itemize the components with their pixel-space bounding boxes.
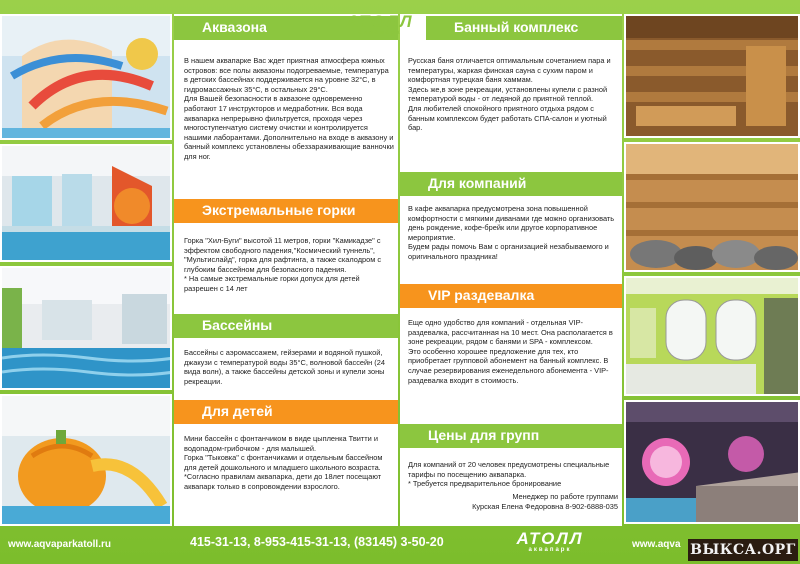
groups-text: Для компаний от 20 человек предусмотрены специальные тарифы по посещению аквапарка. * Требуется предварительное бронирование xyxy=(408,460,610,489)
watermark-badge: ВЫКСА.ОРГ xyxy=(688,539,798,561)
pools-text: Бассейны с аэромассажем, гейзерами и водяной пушкой, джакузи с температурой воды 35°С, волновой бассейн (24 вида волн), а также бассейны детской зоны и купели зоны рекреации. xyxy=(184,348,385,386)
russian-bath-photo xyxy=(624,14,800,138)
atoll-logo-bottom xyxy=(500,531,600,554)
content-column-left xyxy=(174,14,398,526)
wave-pool-photo xyxy=(0,266,172,390)
website-url-left[interactable]: www.aqvaparkatoll.ru xyxy=(8,539,111,550)
website-url-right[interactable]: www.aqva xyxy=(632,539,681,550)
bath-heading: Банный комплекс xyxy=(426,16,622,40)
manager-contact: Менеджер по работе группами Курская Елена Федоровна 8-902-6888-035 xyxy=(472,492,618,511)
aquazone-text: В нашем аквапарке Вас ждет приятная атмосфера южных островов: все полы аквазоны подогреваемые, температура в детских бассейнах поддерживается на уровне 32°С, в гидромассажных 35°С, в остальных 29°С. Для Вашей безопасности в аквазоне одновременно работают 17 инструкторов и медработник. Вся вода аквапарка непрерывно фильтруется, проходя через многоступенчатую систему очистки и контролируется нашими лаборантами. Дополнительно на входе в аквазону и банный комплекс установлены обеззараживающие ванночки для ног. xyxy=(184,56,394,161)
kids-text: Мини бассейн с фонтанчиком в виде цыпленка Твитти и водопадом-грибочком - для малышей. Горка "Тыковка" с фонтанчиками и отдельным бассейном для детей дошкольного и младшего школьного возраста. *Согласно правилам аквапарка, дети до 18лет посещают аквапарк только в сопровождении взрослого. xyxy=(184,434,383,491)
groups-heading: Цены для групп xyxy=(400,424,622,448)
bath-text: Русская баня отличается оптимальным сочетанием пара и температуры, жаркая финская сауна с сухим паром и комфортная турецкая баня хаммам. Здесь же,в зоне рекреации, установлены купели с разной температурой воды - от ледяной до приятной теплой. Для любителей спокойного приятного отдыха рядом с банным комплексом будет работать СПА-салон и уютный бар. xyxy=(408,56,611,133)
logo-sub-bottom: аквапарк xyxy=(528,547,572,553)
aquazone-heading: Аквазона xyxy=(174,16,398,40)
indoor-pool-photo xyxy=(0,144,172,262)
slides-text: Горка "Хил-Буги" высотой 11 метров, горки "Камикадзе" с эффектом свободного падения,"Космический туннель", "Мультислайд", горка для рафтинга, а также скалодром с глубоким бассейном для безопасного падения. * На самые экстремальные горки допуск для детей разрешен с 14 лет xyxy=(184,236,382,293)
vip-heading: VIP раздевалка xyxy=(400,284,622,308)
companies-heading: Для компаний xyxy=(400,172,622,196)
left-photo-column xyxy=(0,14,172,526)
vip-text: Еще одно удобство для компаний - отдельная VIP-раздевалка, рассчитанная на 10 мест. Она располагается в зоне рекреации, рядом с банями и SPA - комплексом. Это особенно хорошее предложение для тех, кто приобретает групповой абонемент на банный комплекс. В случае резервирования еженедельного абонемента - VIP-раздевалка входит в стоимость. xyxy=(408,318,613,385)
kids-heading: Для детей xyxy=(174,400,398,424)
slides-heading: Экстремальные горки xyxy=(174,199,398,223)
logo-word: АТОЛЛ xyxy=(346,12,414,31)
pools-heading: Бассейны xyxy=(174,314,398,338)
waterpark-slides-photo xyxy=(0,14,172,140)
logo-word-bottom: АТОЛЛ xyxy=(516,529,584,548)
companies-text: В кафе аквапарка предусмотрена зона повышенной комфортности с мягкими диванами где можно организовать день рождение, кофе-брейк или другое корпоративное мероприятие. Будем рады помочь Вам с организацией незабываемого и оригинального праздника! xyxy=(408,204,615,261)
spa-lounge-photo xyxy=(624,400,800,524)
content-column-right xyxy=(400,14,622,526)
right-photo-column xyxy=(624,14,800,524)
kids-pumpkin-slide-photo xyxy=(0,394,172,526)
logo-sub: аквапарк xyxy=(358,30,402,36)
phone-numbers: 415-31-13, 8-953-415-31-13, (83145) 3-50-20 xyxy=(190,535,444,549)
sauna-stones-photo xyxy=(624,142,800,272)
vip-locker-room-photo xyxy=(624,276,800,396)
atoll-logo-top xyxy=(330,14,430,37)
